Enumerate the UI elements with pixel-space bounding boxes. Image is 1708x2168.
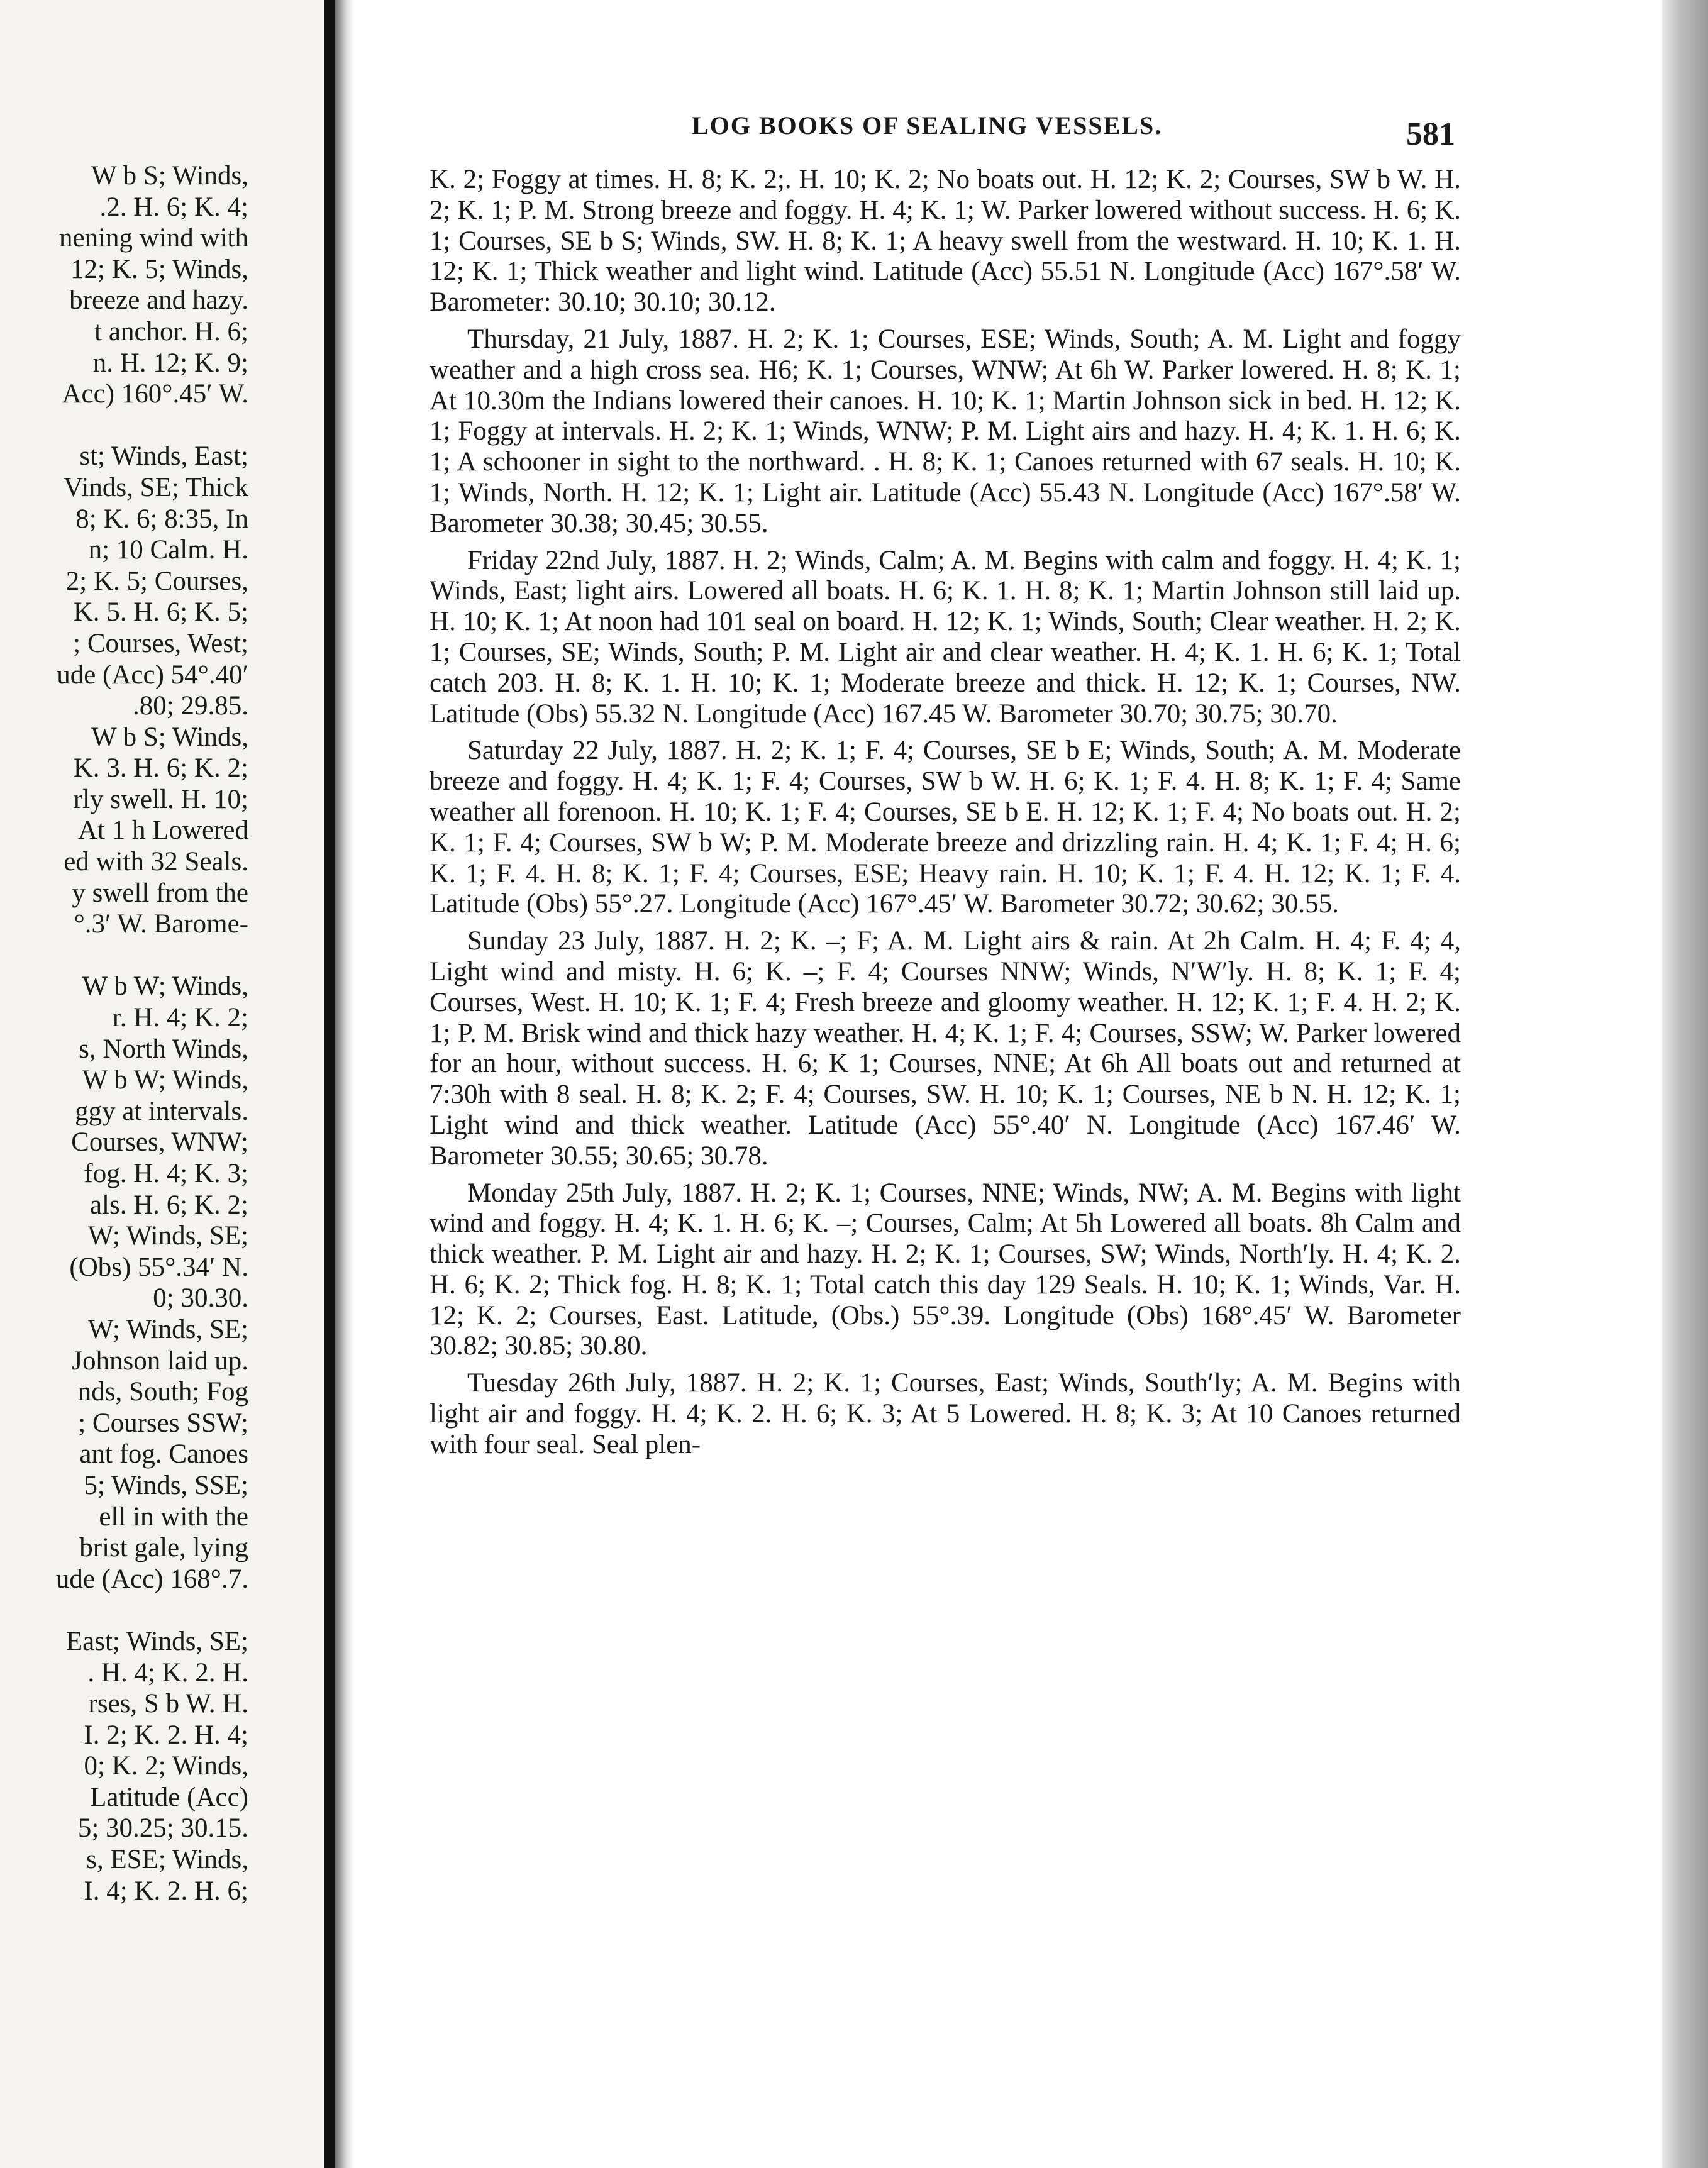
left-page-line: r. H. 4; K. 2; <box>112 1003 248 1033</box>
left-facing-page <box>0 0 327 2168</box>
left-page-line: n; 10 Calm. H. <box>88 535 248 565</box>
log-entry-paragraph: Tuesday 26th July, 1887. H. 2; K. 1; Courses, East; Winds, South′ly; A. M. Begins with light air and foggy. H. 4; K. 2. H. 6; K. 3; At 5 Lowered. H. 8; K. 3; At 10 Canoes returned with four seal. Seal plen- <box>430 1368 1461 1459</box>
log-entry-paragraph: Thursday, 21 July, 1887. H. 2; K. 1; Courses, ESE; Winds, South; A. M. Light and foggy weather and a high cross sea. H6; K. 1; Courses, WNW; At 6h W. Parker lowered. H. 8; K. 1; At 10.30m the Indians lowered their canoes. H. 10; K. 1; Martin Johnson sick in bed. H. 12; K. 1; Foggy at intervals. H. 2; K. 1; Winds, WNW; P. M. Light airs and hazy. H. 4; K. 1. H. 6; K. 1; A schooner in sight to the northward. . H. 8; K. 1; Canoes returned with 67 seals. H. 10; K. 1; Winds, North. H. 12; K. 1; Light air. Latitude (Acc) 55.43 N. Longitude (Acc) 167°.58′ W. Barometer 30.38; 30.45; 30.55. <box>430 324 1461 538</box>
left-page-line: ell in with the <box>99 1502 248 1532</box>
log-entry-paragraph: Monday 25th July, 1887. H. 2; K. 1; Courses, NNE; Winds, NW; A. M. Begins with light wind and foggy. H. 4; K. 1. H. 6; K. –; Courses, Calm; At 5h Lowered all boats. 8h Calm and thick weather. P. M. Light air and hazy. H. 2; K. 1; Courses, SW; Winds, North′ly. H. 4; K. 2. H. 6; K. 2; Thick fog. H. 8; K. 1; Total catch this day 129 Seals. H. 10; K. 1; Winds, Var. H. 12; K. 2; Courses, East. Latitude, (Obs.) 55°.39. Longitude (Obs) 168°.45′ W. Barometer 30.82; 30.85; 30.80. <box>430 1178 1461 1361</box>
left-page-line: At 1 h Lowered <box>77 816 248 846</box>
log-entry-paragraph: Saturday 22 July, 1887. H. 2; K. 1; F. 4; Courses, SE b E; Winds, South; A. M. Moderate breeze and foggy. H. 4; K. 1; F. 4; Courses, SW b W. H. 6; K. 1; F. 4. H. 8; K. 1; F. 4; Same weather all forenoon. H. 10; K. 1; F. 4; Courses, SE b E. H. 12; K. 1; F. 4; No boats out. H. 2; K. 1; F. 4; Courses, SW b W; P. M. Moderate breeze and drizzling rain. H. 4; K. 1; F. 4; H. 6; K. 1; F. 4. H. 8; K. 1; F. 4; Courses, ESE; Heavy rain. H. 10; K. 1; F. 4. H. 12; K. 1; F. 4. Latitude (Obs) 55°.27. Longitude (Acc) 167°.45′ W. Barometer 30.72; 30.62; 30.55. <box>430 736 1461 919</box>
left-page-line: ; Courses SSW; <box>78 1408 248 1438</box>
page-edge <box>1662 0 1708 2168</box>
left-page-line: ude (Acc) 168°.7. <box>55 1564 248 1594</box>
left-page-line: fog. H. 4; K. 3; <box>84 1159 248 1188</box>
left-page-line: y swell from the <box>72 878 248 908</box>
left-page-line: nds, South; Fog <box>77 1377 248 1407</box>
left-page-line: K. 3. H. 6; K. 2; <box>73 753 248 783</box>
left-page-line: Vinds, SE; Thick <box>63 472 248 502</box>
log-entry-paragraph: Sunday 23 July, 1887. H. 2; K. –; F; A. M. Light airs & rain. At 2h Calm. H. 4; F. 4; 4, Light wind and misty. H. 6; K. –; F. 4; Courses NNW; Winds, N′W′ly. H. 8; K. 1; F. 4; Courses, West. H. 10; K. 1; F. 4; Fresh breeze and gloomy weather. H. 12; K. 1; F. 4. H. 2; K. 1; P. M. Brisk wind and thick hazy weather. H. 4; K. 1; F. 4; Courses, SSW; W. Parker lowered for an hour, without success. H. 6; K 1; Courses, NNE; At 6h All boats out and returned at 7:30h with 8 seal. H. 8; K. 2; F. 4; Courses, SW. H. 10; K. 1; Courses, NE b N. H. 12; K. 1; Light wind and thick weather. Latitude (Acc) 55°.40′ N. Longitude (Acc) 167.46′ W. Barometer 30.55; 30.65; 30.78. <box>430 926 1461 1171</box>
left-page-line: 5; 30.25; 30.15. <box>77 1813 248 1844</box>
left-page-line: rly swell. H. 10; <box>73 784 248 814</box>
left-page-line: W b W; Winds, <box>82 1065 248 1095</box>
gutter-shadow <box>335 0 354 2168</box>
left-page-line: s, North Winds, <box>79 1034 248 1064</box>
left-page-line: 8; K. 6; 8:35, In <box>75 504 248 534</box>
left-page-line: East; Winds, SE; <box>65 1626 248 1656</box>
left-page-line: ant fog. Canoes <box>79 1439 248 1469</box>
page-number: 581 <box>1406 116 1455 152</box>
left-page-line: W b W; Winds, <box>82 971 248 1002</box>
left-page-line: K. 5. H. 6; K. 5; <box>73 597 248 628</box>
left-page-line: t anchor. H. 6; <box>94 316 248 346</box>
left-page-text <box>0 160 248 1906</box>
left-page-line <box>0 1595 248 1626</box>
left-page-line <box>0 940 248 971</box>
left-page-line: I. 2; K. 2. H. 4; <box>84 1720 248 1750</box>
left-page-line: ed with 32 Seals. <box>64 847 248 877</box>
left-page-line: als. H. 6; K. 2; <box>89 1190 248 1220</box>
left-page-line: 5; Winds, SSE; <box>84 1470 248 1500</box>
left-page-line <box>0 410 248 441</box>
left-page-line: ggy at intervals. <box>75 1096 248 1126</box>
left-page-line: Courses, WNW; <box>71 1127 248 1158</box>
left-page-line: .80; 29.85. <box>133 691 248 721</box>
left-page-line: Acc) 160°.45′ W. <box>62 379 248 409</box>
book-gutter <box>324 0 335 2168</box>
left-page-line: W b S; Winds, <box>91 161 248 191</box>
left-page-line: 0; K. 2; Winds, <box>84 1751 248 1781</box>
left-page-line: .2. H. 6; K. 4; <box>99 192 248 222</box>
left-page-line: 12; K. 5; Winds, <box>70 254 248 284</box>
left-page-line: W; Winds, SE; <box>87 1314 248 1344</box>
left-page-line: 0; 30.30. <box>153 1283 248 1314</box>
left-page-line: Johnson laid up. <box>72 1346 248 1376</box>
left-page-line: Latitude (Acc) <box>90 1782 248 1812</box>
left-page-line: rses, S b W. H. <box>88 1689 248 1719</box>
body-text <box>430 165 1461 1467</box>
left-page-line: I. 4; K. 2. H. 6; <box>84 1876 248 1906</box>
left-page-line: ; Courses, West; <box>73 628 248 658</box>
left-page-line: n. H. 12; K. 9; <box>92 348 248 378</box>
left-page-line: st; Winds, East; <box>79 441 248 472</box>
left-page-line: nening wind with <box>59 223 248 253</box>
left-page-line: 2; K. 5; Courses, <box>65 566 248 596</box>
left-page-line: W b S; Winds, <box>91 722 248 752</box>
log-entry-paragraph: Friday 22nd July, 1887. H. 2; Winds, Calm; A. M. Begins with calm and foggy. H. 4; K. 1; Winds, East; light airs. Lowered all boats. H. 6; K. 1. H. 8; K. 1; Martin Johnson still laid up. H. 10; K. 1; At noon had 101 seal on board. H. 12; K. 1; Winds, South; Clear weather. H. 2; K. 1; Courses, SE; Winds, South; P. M. Light air and clear weather. H. 4; K. 1. H. 6; K. 1; Total catch 203. H. 8; K. 1. H. 10; K. 1; Moderate breeze and thick. H. 12; K. 1; Courses, NW. Latitude (Obs) 55.32 N. Longitude (Acc) 167.45 W. Barometer 30.70; 30.75; 30.70. <box>430 545 1461 729</box>
running-title: LOG BOOKS OF SEALING VESSELS. <box>692 111 1163 140</box>
left-page-line: W; Winds, SE; <box>87 1221 248 1251</box>
left-page-line: (Obs) 55°.34′ N. <box>69 1252 248 1282</box>
left-page-line: °.3′ W. Barome- <box>74 909 248 939</box>
left-page-line: . H. 4; K. 2. H. <box>87 1657 248 1688</box>
left-page-line: s, ESE; Winds, <box>86 1845 248 1875</box>
left-page-line: breeze and hazy. <box>69 285 248 316</box>
continued-paragraph: K. 2; Foggy at times. H. 8; K. 2;. H. 10; K. 2; No boats out. H. 12; K. 2; Courses, SW b W. H. 2; K. 1; P. M. Strong breeze and foggy. H. 4; K. 1; W. Parker lowered without success. H. 6; K. 1; Courses, SE b S; Winds, SW. H. 8; K. 1; A heavy swell from the westward. H. 10; K. 1. H. 12; K. 1; Thick weather and light wind. Latitude (Acc) 55.51 N. Longitude (Acc) 167°.58′ W. Barometer: 30.10; 30.10; 30.12. <box>430 165 1461 318</box>
left-page-line: ude (Acc) 54°.40′ <box>57 660 248 690</box>
left-page-line: brist gale, lying <box>79 1533 248 1563</box>
